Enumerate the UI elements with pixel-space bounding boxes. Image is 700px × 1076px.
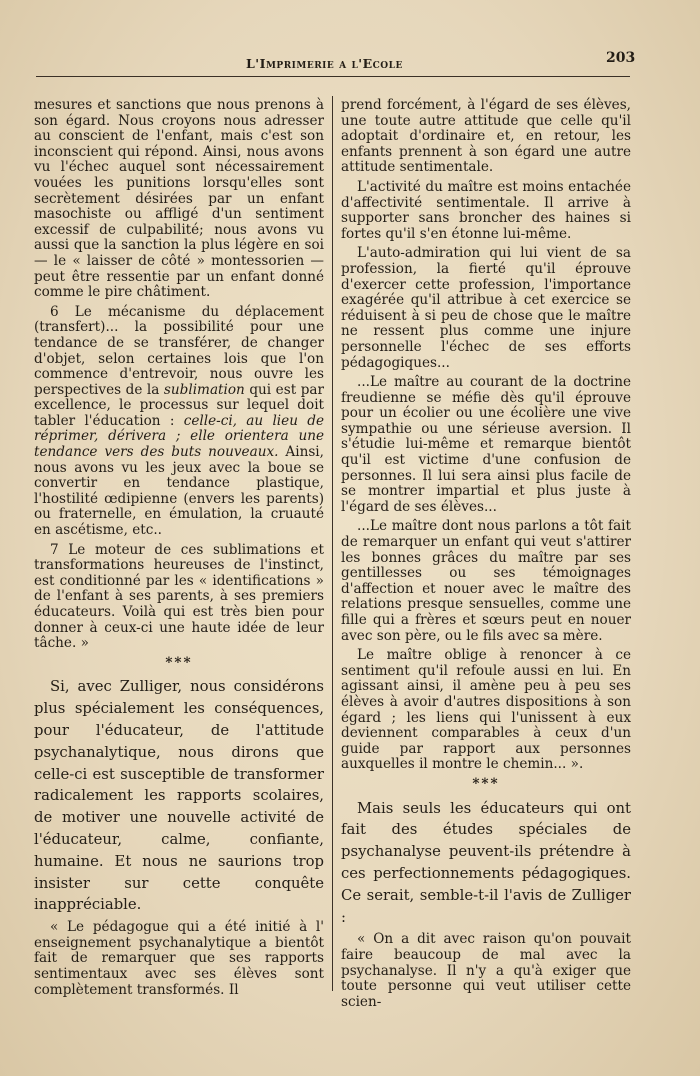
running-title: L'Imprimerie a l'Ecole: [246, 56, 403, 71]
paragraph: ...Le maître dont nous parlons a tôt fait de remarquer un enfant qui veut s'attirer les bonnes grâces du maître par ses gentillesses ou ses témoignages d'affection et nouer avec le maître des relations presque sensuelles, comme une fille qui a frères et sœurs peut en nouer avec son père, ou le fils avec sa mère.: [341, 518, 631, 644]
text-run: 6 Le mécanisme du déplacement (transfert)... la possibilité pour une tendance de se transférer, de changer d'objet, selon certaines lois que l'on commence d'entrevoir, nous ouvre les perspectives de la: [34, 303, 324, 398]
page-number: 203: [606, 50, 636, 66]
paragraph: ...Le maître au courant de la doctrine freudienne se méfie dès qu'il éprouve pour un écolier ou une écolière une vive sympathie ou une sérieuse aversion. Il s'étudie lui-même et remarque bientôt qu'il est victime d'une confusion de personnes. Il lui sera ainsi plus facile de se montrer impartial et plus juste à l'égard de ses élèves...: [341, 374, 631, 515]
paragraph: L'auto-admiration qui lui vient de sa profession, la fierté qu'il éprouve d'exercer cette profession, l'importance exagérée qu'il attribue à cet exercice se réduisent à si peu de chose que le maître ne ressent plus comme une injure personnelle l'échec de ses efforts pédagogiques...: [341, 245, 631, 371]
quotation: « On a dit avec raison qu'on pouvait faire beaucoup de mal avec la psychanalyse. Il n'y a qu'à exiger que toute personne qui veut utiliser cette scien-: [341, 931, 631, 1010]
section-separator: ***: [472, 775, 500, 792]
paragraph: Mais seuls les éducateurs qui ont fait des études spéciales de psychanalyse peuvent-ils prétendre à ces perfectionnements pédagogiques. Ce serait, semble-t-il l'avis de Zulliger :: [341, 799, 631, 926]
header-rule: [36, 76, 630, 77]
quotation: « Le pédagogue qui a été initié à l' enseignement psychanalytique a bientôt fait de remarquer que ses rapports sentimentaux avec ses élèves sont complètement transformés. Il: [34, 919, 324, 998]
section-separator: ***: [165, 654, 193, 671]
paragraph: Le maître oblige à renoncer à ce sentiment qu'il refoule aussi en lui. En agissant ainsi, il amène peu à peu ses élèves à avoir d'autres dispositions à son égard ; les liens qui l'unissent à eux deviennent comparables à ceux d'un guide par rapport aux personnes auxquelles il montre le chemin... ».: [341, 647, 631, 773]
paragraph: Si, avec Zulliger, nous considérons plus spécialement les conséquences, pour l'éducateur, de l'attitude psychanalytique, nous dirons que celle-ci est susceptible de transformer radicalement les rapports scolaires, de motiver une nouvelle activité de l'éducateur, calme, confiante, humaine. Et nous ne saurions trop insister sur cette conquête inappréciable.: [34, 678, 324, 914]
paragraph: mesures et sanctions que nous prenons à son égard. Nous croyons nous adresser au conscient de l'enfant, mais c'est son inconscient qui répond. Ainsi, nous avons vu l'échec auquel sont nécessairement vouées les punitions lorsqu'elles sont secrètement désirées par un enfant masochiste ou affligé d'un sentiment excessif de culpabilité; nous avons vu aussi que la sanction la plus légère en soi — le « laisser de côté » montessorien — peut être ressentie par un enfant donné comme le pire châtiment.: [34, 97, 324, 301]
right-column: [341, 98, 631, 1014]
emphasis: sublimation: [163, 381, 245, 398]
text-run: Ainsi, nous avons vu les jeux avec la boue se convertir en tendance plastique, l'hostilité œdipienne (envers les parents) ou fraternelle, en émulation, la cruauté en ascétisme, etc..: [34, 444, 324, 539]
paragraph-point-7: 7 Le moteur de ces sublimations et transformations heureuses de l'instinct, est conditionné par les « identifications » de l'enfant à ses parents, à ses premiers éducateurs. Voilà qui est très bien pour donner à ceux-ci une haute idée de leur tâche. »: [34, 541, 324, 652]
paragraph-point-6: [34, 305, 324, 539]
left-column: [34, 98, 324, 1002]
paragraph: prend forcément, à l'égard de ses élèves, une toute autre attitude que celle qu'il adoptait d'ordinaire et, en retour, les enfants prennent à son égard une autre attitude sentimentale.: [341, 97, 631, 176]
text-run: qui est par excellence, le processus sur lequel doit tabler l'éducation :: [34, 381, 325, 429]
emphasis: celle-ci, au lieu de réprimer, dérivera ; elle orientera une tendance vers des buts nouveaux.: [34, 412, 325, 461]
column-divider: [332, 96, 333, 991]
paragraph: L'activité du maître est moins entachée d'affectivité sentimentale. Il arrive à supporter sans broncher des haines si fortes qu'il s'en étonne lui-même.: [341, 178, 631, 242]
